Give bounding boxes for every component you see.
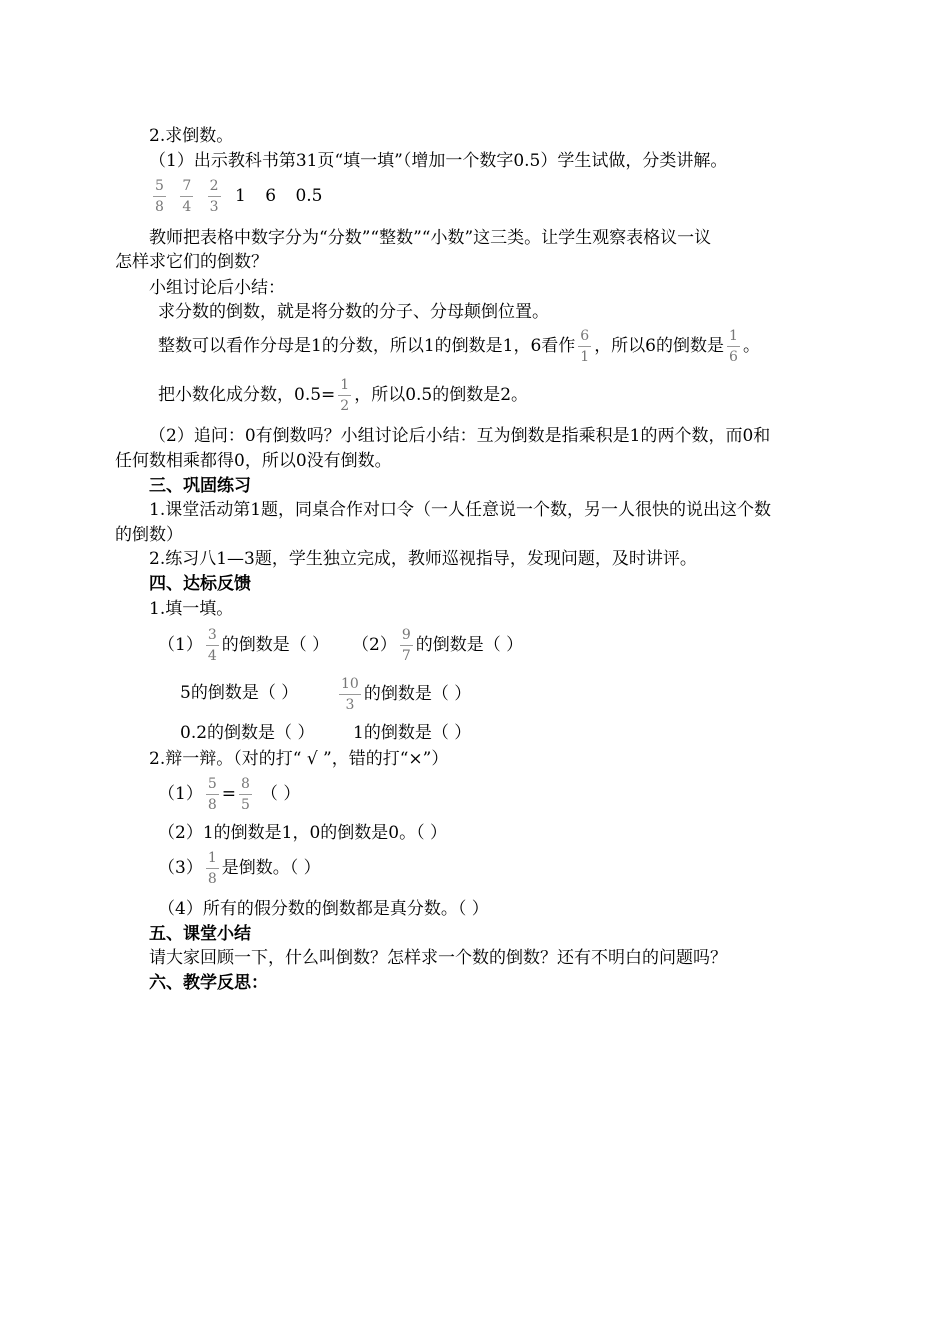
- fraction: $\frac{1}{2}$: [340, 377, 350, 414]
- paragraph-summary-label: 小组讨论后小结：: [149, 278, 285, 298]
- section-4-heading: 四、达标反馈: [149, 574, 251, 594]
- fill-question-4: $\frac{10}{3}$ 的倒数是（ ）: [341, 676, 472, 713]
- summary-paragraph: 请大家回顾一下，什么叫倒数？怎样求一个数的倒数？还有不明白的问题吗？: [149, 948, 727, 968]
- fraction: $\frac{1}{6}$: [729, 328, 738, 365]
- fill-question-3: 5的倒数是（ ）: [180, 683, 299, 703]
- section-6-heading: 六、教学反思：: [149, 973, 268, 993]
- section-3-heading: 三、巩固练习: [149, 476, 251, 496]
- section-5-heading: 五、课堂小结: [149, 924, 251, 944]
- fill-in-label: 1.填一填。: [149, 599, 234, 619]
- judge-item-1: （1） $\frac{5}{8}$ = $\frac{8}{5}$ （ ）: [158, 776, 301, 813]
- paragraph-textbook: （1）出示教科书第31页“填一填”（增加一个数字0.5）学生试做，分类讲解。: [149, 151, 728, 171]
- fill-question-1: （1） $\frac{3}{4}$ 的倒数是（ ）: [158, 627, 330, 664]
- fraction: $\frac{6}{1}$: [580, 328, 590, 365]
- section-2-heading: 2.求倒数。: [149, 126, 234, 146]
- fraction: $\frac{10}{3}$: [341, 676, 359, 713]
- judge-item-4: （4）所有的假分数的倒数都是真分数。（ ）: [158, 899, 489, 919]
- rule-integer: 整数可以看作分母是1的分数，所以1的倒数是1，6看作 $\frac{6}{1}$ ，所以6的倒数是 $\frac{1}{6}$ 。: [158, 328, 760, 365]
- fraction: $\frac{8}{5}$: [241, 776, 250, 813]
- fraction: $\frac{9}{7}$: [401, 627, 411, 664]
- rule-fraction: 求分数的倒数，就是将分数的分子、分母颠倒位置。: [158, 302, 549, 322]
- fraction: $\frac{2}{3}$: [209, 178, 219, 215]
- judge-item-3: （3） $\frac{1}{8}$ 是倒数。（ ）: [158, 850, 321, 887]
- integer-value: 6: [265, 186, 277, 206]
- decimal-value: 0.5: [295, 186, 323, 206]
- integer-value: 1: [234, 186, 246, 206]
- judge-label: 2.辩一辩。（对的打“ √ ”，错的打“×”）: [149, 749, 449, 769]
- paragraph-classify: 教师把表格中数字分为“分数”“整数”“小数”这三类。让学生观察表格议一议: [149, 228, 712, 248]
- fraction: $\frac{1}{8}$: [207, 850, 217, 887]
- fill-question-2: （2） $\frac{9}{7}$ 的倒数是（ ）: [352, 627, 524, 664]
- practice-item-1-cont: 的倒数）: [115, 525, 183, 545]
- fill-question-6: 1的倒数是（ ）: [353, 723, 472, 743]
- judge-item-2: （2）1的倒数是1，0的倒数是0。（ ）: [158, 823, 447, 843]
- paragraph-zero-cont: 任何数相乘都得0，所以0没有倒数。: [115, 451, 392, 471]
- rule-decimal: 把小数化成分数，0.5= $\frac{1}{2}$ ，所以0.5的倒数是2。: [158, 377, 529, 414]
- fill-question-5: 0.2的倒数是（ ）: [180, 723, 315, 743]
- fraction: $\frac{3}{4}$: [207, 627, 217, 664]
- paragraph-classify-cont: 怎样求它们的倒数？: [115, 252, 268, 272]
- practice-item-1: 1.课堂活动第1题，同桌合作对口令（一人任意说一个数，另一人很快的说出这个数: [149, 500, 772, 520]
- paragraph-zero: （2）追问：0有倒数吗？小组讨论后小结：互为倒数是指乘积是1的两个数，而0和: [149, 426, 771, 446]
- fraction: $\frac{5}{8}$: [155, 178, 164, 215]
- number-list: [150, 178, 323, 215]
- practice-item-2: 2.练习八1—3题，学生独立完成，教师巡视指导，发现问题，及时讲评。: [149, 549, 697, 569]
- fraction: $\frac{7}{4}$: [182, 178, 192, 215]
- fraction: $\frac{5}{8}$: [207, 776, 217, 813]
